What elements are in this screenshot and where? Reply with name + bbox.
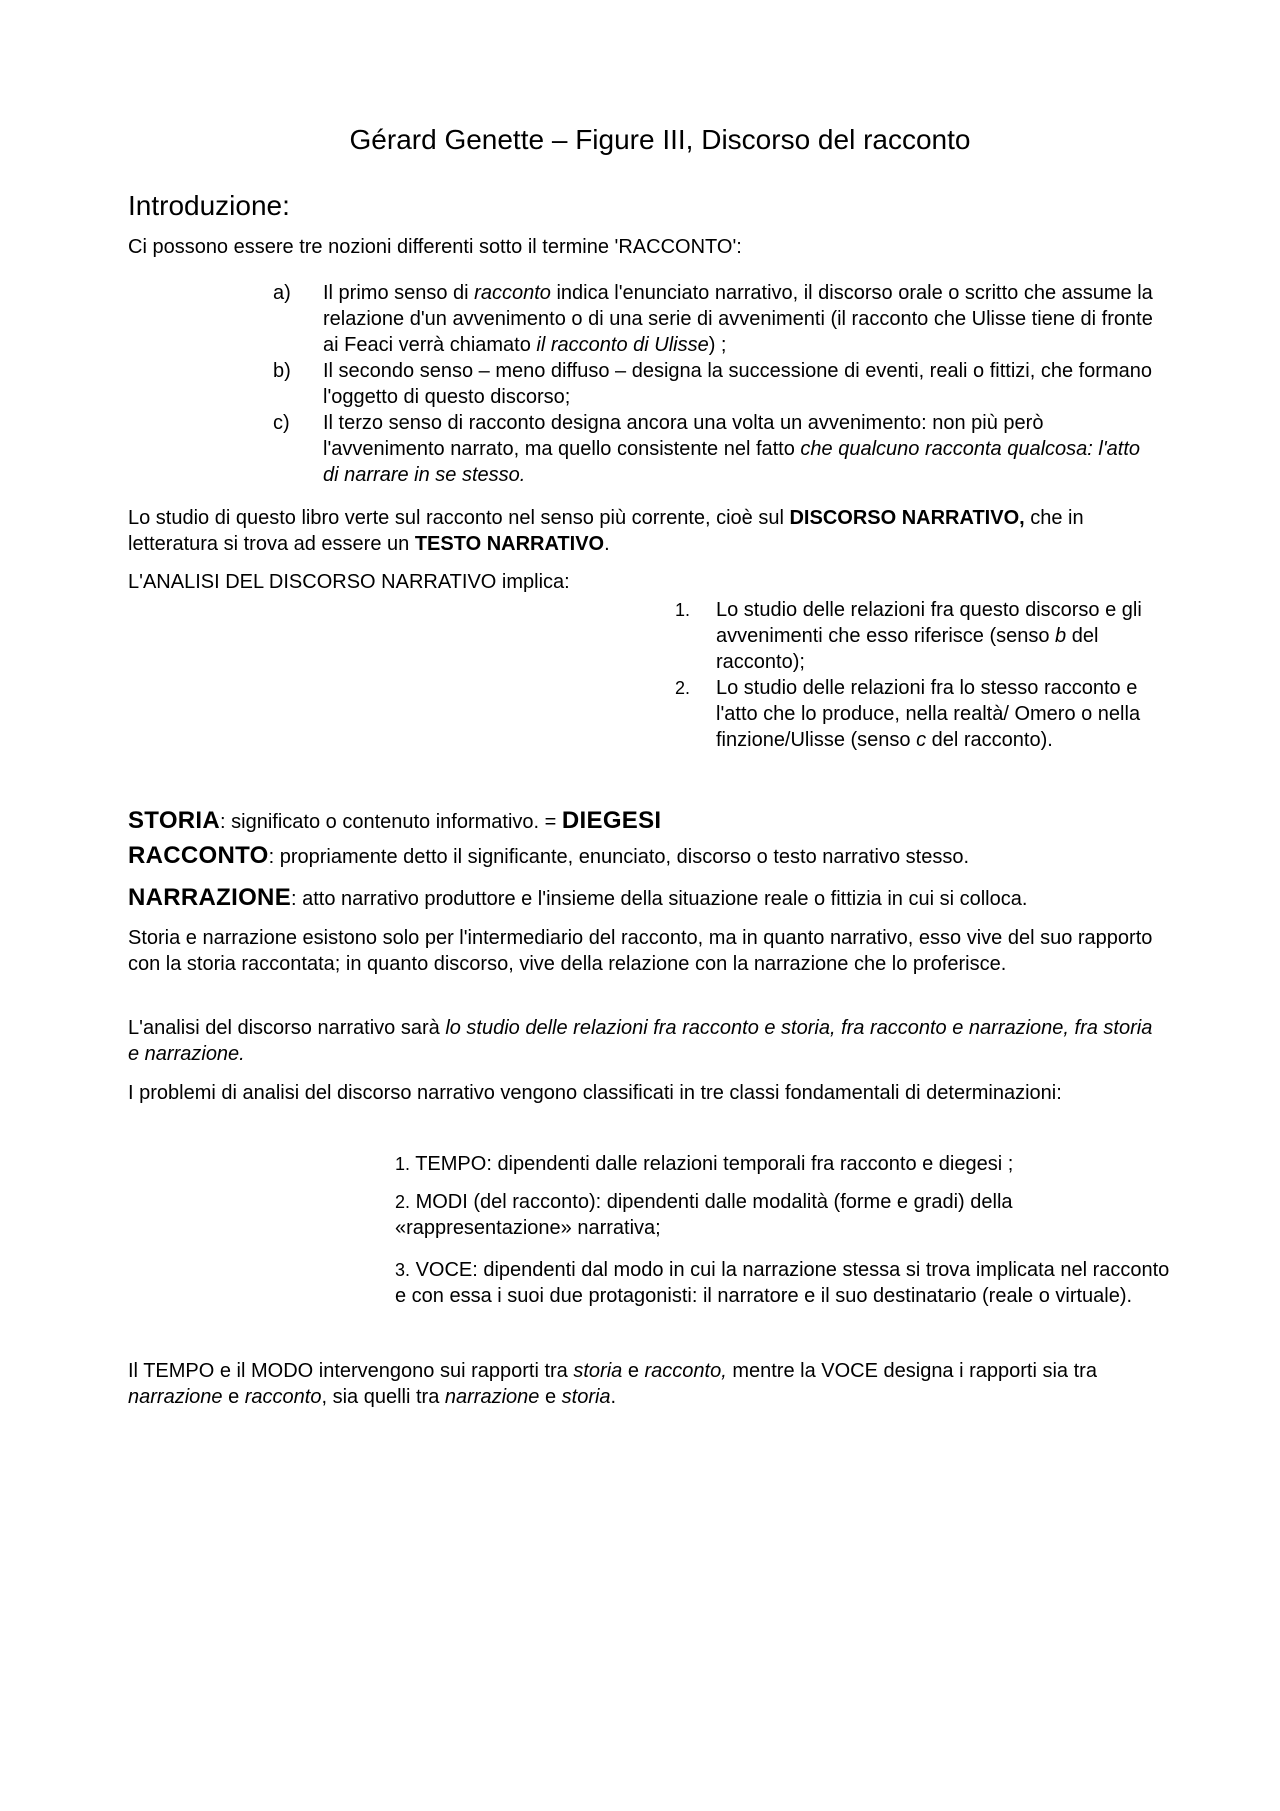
intro-paragraph: Ci possono essere tre nozioni differenti sotto il termine 'RACCONTO': <box>128 236 742 258</box>
definition-storia: STORIA: significato o contenuto informativo. = DIEGESI <box>128 807 662 834</box>
list-item: 2. MODI (del racconto): dipendenti dalle modalità (forme e gradi) della «rappresentazione» narrativa; <box>395 1191 1013 1239</box>
document-title: Gérard Genette – Figure III, Discorso del racconto <box>349 124 971 155</box>
final-paragraph: Il TEMPO e il MODO intervengono sui rapporti tra storia e racconto, mentre la VOCE designa i rapporti sia tra narrazione e racconto, sia quelli tra narrazione e storia. <box>128 1360 1097 1408</box>
classes-list <box>395 1151 1175 1321</box>
list-item: b) Il secondo senso – meno diffuso – designa la successione di eventi, reali o fittizi, che formano l'oggetto di questo discorso; <box>273 360 1152 408</box>
list-item: a) Il primo senso di racconto indica l'enunciato narrativo, il discorso orale o scritto che assume la relazione d'un avvenimento o di una serie di avvenimenti (il racconto che Ulisse tiene di fronte ai Feaci verrà chiamato il racconto di Ulisse) ; <box>273 282 1153 356</box>
list-item: 1. TEMPO: dipendenti dalle relazioni temporali fra racconto e diegesi ; <box>395 1153 1014 1175</box>
implies-list <box>675 597 1165 753</box>
analysis-intro: L'ANALISI DEL DISCORSO NARRATIVO implica: <box>128 571 570 593</box>
definition-racconto: RACCONTO: propriamente detto il significante, enunciato, discorso o testo narrativo stesso. <box>128 842 969 869</box>
analisi-paragraph: L'analisi del discorso narrativo sarà lo studio delle relazioni fra racconto e storia, fra racconto e narrazione, fra storia e narrazione. <box>128 1017 1153 1065</box>
intro-heading: Introduzione: <box>128 190 290 221</box>
list-item: 2. Lo studio delle relazioni fra lo stesso racconto e l'atto che lo produce, nella realtà/ Omero o nella finzione/Ulisse (senso c del racconto). <box>675 677 1141 751</box>
storia-paragraph: Storia e narrazione esistono solo per l'intermediario del racconto, ma in quanto narrativo, esso vive del suo rapporto con la storia raccontata; in quanto discorso, vive della relazione con la narrazione che lo proferisce. <box>128 927 1153 975</box>
study-paragraph: Lo studio di questo libro verte sul racconto nel senso più corrente, cioè sul DISCORSO NARRATIVO, che in letteratura si trova ad essere un TESTO NARRATIVO. <box>128 507 1084 555</box>
list-item: c) Il terzo senso di racconto designa ancora una volta un avvenimento: non più però l'avvenimento narrato, ma quello consistente nel fatto che qualcuno racconta qualcosa: l'atto di narrare in se stesso. <box>273 412 1141 486</box>
list-item: 3. VOCE: dipendenti dal modo in cui la narrazione stessa si trova implicata nel racconto e con essa i suoi due protagonisti: il narratore e il suo destinatario (reale o virtuale). <box>395 1259 1170 1307</box>
list-item: 1. Lo studio delle relazioni fra questo discorso e gli avvenimenti che esso riferisce (senso b del racconto); <box>675 599 1142 673</box>
senses-list <box>273 280 1153 488</box>
definition-narrazione: NARRAZIONE: atto narrativo produttore e l'insieme della situazione reale o fittizia in cui si colloca. <box>128 884 1028 911</box>
problemi-paragraph: I problemi di analisi del discorso narrativo vengono classificati in tre classi fondamentali di determinazioni: <box>128 1082 1062 1104</box>
